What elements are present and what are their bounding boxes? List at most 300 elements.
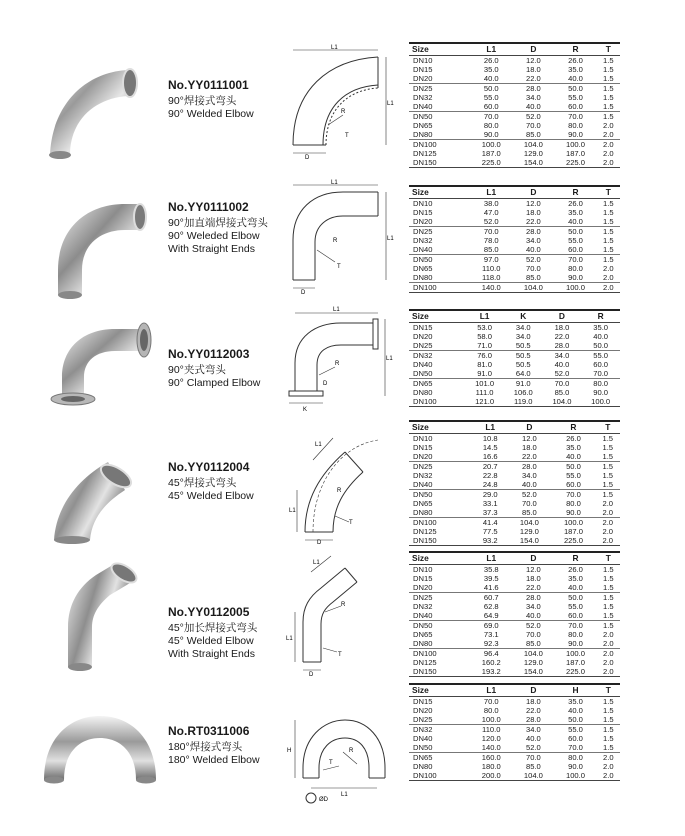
- spec-size-cell: DN50: [409, 621, 470, 631]
- spec-value-cell: 55.0: [568, 236, 583, 245]
- spec-value-cell: 160.2: [481, 658, 501, 667]
- spec-value-cell: 28.0: [507, 462, 551, 472]
- dim-label: L1: [387, 101, 394, 107]
- spec-column-header: L1: [473, 421, 507, 434]
- spec-size-cell: DN32: [413, 602, 433, 611]
- spec-value-cell: 53.0: [477, 323, 492, 332]
- spec-size-cell: DN20: [413, 74, 433, 83]
- spec-value-cell: 1.5: [602, 706, 614, 715]
- spec-value-cell: 22.0: [525, 74, 541, 83]
- spec-row: [409, 639, 620, 649]
- spec-row: [409, 236, 620, 245]
- spec-row: [409, 527, 620, 536]
- spec-value-cell: 2.0: [602, 639, 614, 648]
- spec-value-cell: 60.0: [568, 734, 583, 743]
- spec-size-cell: DN20: [413, 452, 433, 461]
- spec-column-header: D: [512, 552, 554, 565]
- spec-value-cell: 40.0: [568, 74, 583, 83]
- spec-value-cell: 96.4: [470, 649, 512, 659]
- spec-row: [409, 734, 620, 743]
- spec-value-cell: 35.0: [568, 208, 583, 217]
- spec-row: [409, 434, 620, 444]
- product-code: No.YY0112005: [168, 605, 250, 619]
- spec-value-cell: 200.0: [470, 771, 512, 781]
- spec-row: [409, 462, 620, 472]
- spec-value-cell: 18.0: [521, 443, 537, 452]
- spec-value-cell: 1.5: [602, 574, 614, 583]
- spec-value-cell: 104.0: [507, 518, 551, 528]
- spec-value-cell: 40.0: [525, 245, 541, 254]
- spec-column-header: L1: [470, 552, 512, 565]
- spec-value-cell: 1.5: [602, 583, 614, 592]
- dim-label: L1: [331, 45, 338, 51]
- spec-value-cell: 52.0: [483, 217, 499, 226]
- spec-value-cell: 60.0: [568, 245, 583, 254]
- spec-value-cell: 35.0: [483, 65, 499, 74]
- spec-row: [409, 379, 620, 389]
- spec-value-cell: 28.0: [525, 715, 541, 724]
- spec-value-cell: 55.0: [568, 93, 583, 102]
- spec-size-cell: DN65: [413, 121, 433, 130]
- spec-value-cell: 104.0: [512, 140, 554, 150]
- spec-value-cell: 70.0: [554, 255, 596, 265]
- spec-value-cell: 119.0: [504, 397, 543, 407]
- spec-value-cell: 91.0: [504, 379, 543, 389]
- spec-row: [409, 112, 620, 122]
- spec-value-cell: 1.5: [597, 255, 620, 265]
- spec-size-cell: DN40: [413, 734, 433, 743]
- spec-value-cell: 1.5: [602, 452, 614, 461]
- spec-size-cell: DN32: [409, 725, 470, 735]
- spec-value-cell: 2.0: [596, 536, 621, 546]
- spec-value-cell: 58.0: [477, 332, 492, 341]
- spec-value-cell: 100.0: [554, 771, 596, 781]
- spec-value-cell: 97.0: [470, 255, 512, 265]
- spec-row: [409, 102, 620, 112]
- spec-value-cell: 111.0: [475, 388, 494, 397]
- spec-row: [409, 388, 620, 397]
- spec-value-cell: 52.0: [512, 112, 554, 122]
- spec-value-cell: 1.5: [602, 602, 614, 611]
- spec-value-cell: 52.0: [512, 621, 554, 631]
- spec-value-cell: 2.0: [597, 140, 620, 150]
- product-section: [0, 305, 685, 415]
- spec-value-cell: 50.0: [551, 462, 595, 472]
- spec-value-cell: 90.0: [483, 130, 499, 139]
- spec-value-cell: 55.0: [554, 725, 596, 735]
- spec-size-cell: DN80: [413, 388, 433, 397]
- spec-row: [409, 753, 620, 763]
- dim-label: R: [337, 488, 342, 494]
- product-code: No.YY0111001: [168, 78, 249, 92]
- spec-value-cell: 81.0: [477, 360, 492, 369]
- product-section: [0, 180, 685, 305]
- spec-value-cell: 187.0: [565, 658, 585, 667]
- spec-value-cell: 100.0: [551, 518, 595, 528]
- spec-value-cell: 52.0: [512, 255, 554, 265]
- spec-value-cell: 35.8: [483, 565, 499, 574]
- spec-value-cell: 18.0: [525, 65, 541, 74]
- spec-row: [409, 771, 620, 781]
- spec-column-header: Size: [409, 43, 470, 56]
- elbow-45-straight-drawing: [283, 552, 393, 677]
- dim-label: L1: [341, 792, 348, 798]
- spec-row: [409, 593, 620, 603]
- spec-value-cell: 70.0: [512, 753, 554, 763]
- spec-header-row: [409, 552, 620, 565]
- spec-row: [409, 217, 620, 227]
- spec-value-cell: 1.5: [602, 734, 614, 743]
- spec-size-cell: DN20: [413, 217, 433, 226]
- dim-label: R: [335, 361, 340, 367]
- spec-value-cell: 40.0: [483, 74, 499, 83]
- spec-value-cell: 34.0: [515, 332, 531, 341]
- spec-value-cell: 1.5: [596, 462, 621, 472]
- spec-row: [409, 725, 620, 735]
- spec-value-cell: 90.0: [568, 762, 583, 771]
- spec-size-cell: DN20: [413, 706, 433, 715]
- spec-value-cell: 40.0: [568, 706, 583, 715]
- spec-value-cell: 26.0: [568, 199, 583, 208]
- spec-row: [409, 697, 620, 707]
- spec-row: [409, 227, 620, 237]
- elbow-90-clamped-drawing: [283, 305, 393, 413]
- spec-value-cell: 34.0: [525, 93, 541, 102]
- spec-value-cell: 85.0: [525, 762, 541, 771]
- spec-value-cell: 37.3: [482, 508, 498, 517]
- spec-value-cell: 50.5: [515, 360, 531, 369]
- spec-table: [409, 683, 620, 781]
- spec-value-cell: 50.5: [515, 341, 531, 350]
- spec-value-cell: 104.0: [512, 283, 554, 293]
- spec-value-cell: 1.5: [602, 245, 614, 254]
- spec-table: [409, 185, 620, 293]
- spec-row: [409, 273, 620, 283]
- dim-label: T: [338, 652, 342, 658]
- spec-row: [409, 56, 620, 66]
- spec-row: [409, 649, 620, 659]
- product-name-en: 90° Weleded Elbow: [168, 230, 260, 242]
- spec-row: [409, 199, 620, 209]
- dim-label: H: [287, 748, 292, 754]
- spec-value-cell: 90.0: [568, 639, 583, 648]
- spec-value-cell: 34.0: [521, 471, 537, 480]
- spec-value-cell: 80.0: [483, 706, 499, 715]
- spec-value-cell: 80.0: [483, 121, 499, 130]
- elbow-180-drawing: [283, 708, 393, 808]
- spec-value-cell: 225.0: [554, 158, 596, 168]
- product-name-en: 45° Welded Elbow: [168, 635, 254, 647]
- spec-value-cell: 70.0: [470, 227, 512, 237]
- spec-size-cell: DN100: [409, 283, 470, 293]
- spec-row: [409, 341, 620, 351]
- spec-size-cell: DN10: [413, 565, 433, 574]
- spec-value-cell: 187.0: [481, 149, 501, 158]
- spec-value-cell: 77.5: [482, 527, 498, 536]
- dim-label: D: [323, 381, 328, 387]
- product-code: No.YY0111002: [168, 200, 249, 214]
- spec-row: [409, 565, 620, 575]
- dim-label: T: [349, 520, 353, 526]
- spec-row: [409, 65, 620, 74]
- spec-value-cell: 2.0: [602, 630, 614, 639]
- spec-value-cell: 85.0: [483, 245, 499, 254]
- product-name-en: 90° Welded Elbow: [168, 108, 254, 120]
- spec-value-cell: 2.0: [602, 149, 614, 158]
- product-section: [0, 420, 685, 550]
- spec-value-cell: 26.0: [568, 565, 583, 574]
- spec-row: [409, 84, 620, 94]
- product-name-cn: 90°加直端焊接式弯头: [168, 217, 268, 229]
- product-name-cn: 90°夹式弯头: [168, 364, 226, 376]
- spec-value-cell: 80.0: [568, 630, 583, 639]
- spec-value-cell: 22.0: [521, 452, 537, 461]
- spec-value-cell: 28.0: [512, 593, 554, 603]
- spec-size-cell: DN40: [413, 611, 433, 620]
- spec-size-cell: DN100: [409, 140, 470, 150]
- spec-header-row: [409, 310, 620, 323]
- spec-size-cell: DN100: [409, 771, 470, 781]
- spec-size-cell: DN25: [413, 341, 433, 350]
- spec-value-cell: 35.0: [568, 65, 583, 74]
- spec-value-cell: 92.3: [483, 639, 499, 648]
- spec-row: [409, 323, 620, 333]
- spec-value-cell: 50.0: [568, 715, 583, 724]
- spec-value-cell: 2.0: [602, 527, 614, 536]
- spec-value-cell: 39.5: [483, 574, 499, 583]
- spec-row: [409, 397, 620, 407]
- product-section: [0, 550, 685, 680]
- dim-label: L1: [315, 442, 322, 448]
- spec-size-cell: DN10: [413, 434, 433, 443]
- spec-value-cell: 1.5: [602, 236, 614, 245]
- dim-label: ØD: [319, 797, 328, 803]
- spec-value-cell: 28.0: [554, 341, 570, 350]
- spec-value-cell: 1.5: [602, 208, 614, 217]
- spec-value-cell: 40.0: [566, 452, 581, 461]
- spec-row: [409, 360, 620, 369]
- spec-value-cell: 18.0: [525, 208, 541, 217]
- spec-size-cell: DN25: [413, 715, 433, 724]
- spec-row: [409, 130, 620, 140]
- spec-table: [409, 551, 620, 677]
- spec-value-cell: 225.0: [470, 158, 512, 168]
- dim-label: L1: [333, 307, 340, 313]
- spec-value-cell: 70.0: [525, 264, 541, 273]
- spec-size-cell: DN50: [413, 369, 433, 378]
- spec-row: [409, 369, 620, 379]
- spec-value-cell: 24.8: [482, 480, 498, 489]
- spec-size-cell: DN50: [409, 255, 470, 265]
- spec-value-cell: 1.5: [602, 715, 614, 724]
- spec-size-cell: DN40: [413, 480, 433, 489]
- spec-value-cell: 29.0: [473, 490, 507, 500]
- spec-value-cell: 85.0: [554, 388, 570, 397]
- spec-value-cell: 1.5: [597, 227, 620, 237]
- product-name-cn: 45°焊接式弯头: [168, 477, 237, 489]
- spec-value-cell: 121.0: [465, 397, 504, 407]
- spec-value-cell: 55.0: [568, 602, 583, 611]
- spec-value-cell: 34.0: [525, 602, 541, 611]
- spec-table: [409, 420, 620, 546]
- spec-value-cell: 104.0: [512, 771, 554, 781]
- spec-row: [409, 743, 620, 753]
- spec-value-cell: 71.0: [477, 341, 492, 350]
- spec-value-cell: 93.2: [473, 536, 507, 546]
- dim-label: L1: [387, 236, 394, 242]
- spec-header-row: [409, 421, 620, 434]
- spec-value-cell: 26.0: [568, 56, 583, 65]
- dim-label: T: [329, 760, 333, 766]
- spec-size-cell: DN25: [409, 227, 470, 237]
- spec-column-header: T: [597, 552, 620, 565]
- spec-row: [409, 762, 620, 771]
- dim-label: L1: [286, 636, 293, 642]
- spec-row: [409, 621, 620, 631]
- spec-row: [409, 611, 620, 621]
- spec-size-cell: DN65: [413, 499, 433, 508]
- spec-value-cell: 110.0: [482, 264, 501, 273]
- spec-size-cell: DN32: [413, 93, 433, 102]
- spec-value-cell: 70.0: [483, 697, 499, 706]
- spec-value-cell: 1.5: [602, 56, 614, 65]
- spec-value-cell: 2.0: [602, 130, 614, 139]
- spec-column-header: D: [507, 421, 551, 434]
- spec-size-cell: DN65: [409, 753, 470, 763]
- spec-value-cell: 70.0: [525, 630, 541, 639]
- spec-row: [409, 93, 620, 102]
- spec-value-cell: 90.0: [568, 130, 583, 139]
- spec-value-cell: 70.0: [521, 499, 537, 508]
- spec-value-cell: 60.0: [566, 480, 581, 489]
- spec-value-cell: 104.0: [512, 649, 554, 659]
- spec-size-cell: DN15: [413, 65, 433, 74]
- spec-size-cell: DN32: [413, 471, 433, 480]
- spec-value-cell: 1.5: [597, 84, 620, 94]
- spec-value-cell: 60.0: [483, 102, 499, 111]
- spec-row: [409, 264, 620, 273]
- spec-value-cell: 62.8: [483, 602, 499, 611]
- spec-header-row: [409, 186, 620, 199]
- spec-value-cell: 91.0: [477, 369, 492, 378]
- spec-row: [409, 536, 620, 546]
- spec-value-cell: 76.0: [465, 351, 504, 361]
- spec-row: [409, 667, 620, 677]
- spec-value-cell: 90.0: [593, 388, 609, 397]
- spec-value-cell: 104.0: [543, 397, 582, 407]
- spec-row: [409, 499, 620, 508]
- elbow-90-photo: [40, 60, 160, 160]
- spec-size-cell: DN10: [413, 199, 433, 208]
- spec-value-cell: 85.0: [525, 273, 541, 282]
- spec-value-cell: 2.0: [602, 508, 614, 517]
- spec-value-cell: 64.9: [483, 611, 499, 620]
- spec-row: [409, 140, 620, 150]
- elbow-45-photo: [40, 448, 160, 548]
- product-name-cn: 45°加长焊接式弯头: [168, 622, 258, 634]
- spec-size-cell: DN100: [409, 518, 473, 528]
- spec-row: [409, 452, 620, 462]
- spec-value-cell: 80.0: [581, 379, 620, 389]
- spec-row: [409, 490, 620, 500]
- spec-value-cell: 60.0: [593, 360, 609, 369]
- spec-column-header: L1: [465, 310, 504, 323]
- product-name-en: 45° Welded Elbow: [168, 490, 254, 502]
- spec-row: [409, 208, 620, 217]
- spec-value-cell: 28.0: [512, 84, 554, 94]
- spec-column-header: D: [512, 186, 554, 199]
- spec-value-cell: 100.0: [554, 140, 596, 150]
- spec-size-cell: DN125: [413, 527, 437, 536]
- spec-size-cell: DN80: [413, 639, 433, 648]
- spec-row: [409, 245, 620, 255]
- spec-value-cell: 193.2: [470, 667, 512, 677]
- spec-size-cell: DN100: [409, 397, 465, 407]
- spec-value-cell: 70.0: [470, 112, 512, 122]
- spec-column-header: R: [554, 186, 596, 199]
- spec-value-cell: 18.0: [525, 574, 541, 583]
- spec-value-cell: 129.0: [523, 149, 543, 158]
- spec-value-cell: 12.0: [525, 565, 541, 574]
- spec-value-cell: 2.0: [602, 264, 614, 273]
- spec-value-cell: 55.0: [566, 471, 581, 480]
- spec-value-cell: 60.0: [568, 611, 583, 620]
- product-name-en: With Straight Ends: [168, 648, 255, 660]
- spec-size-cell: DN125: [413, 658, 437, 667]
- spec-value-cell: 1.5: [596, 490, 621, 500]
- spec-value-cell: 140.0: [470, 283, 512, 293]
- spec-value-cell: 120.0: [481, 734, 501, 743]
- spec-row: [409, 471, 620, 480]
- spec-size-cell: DN40: [413, 102, 433, 111]
- spec-value-cell: 118.0: [482, 273, 501, 282]
- spec-value-cell: 2.0: [602, 273, 614, 282]
- spec-value-cell: 52.0: [507, 490, 551, 500]
- spec-value-cell: 2.0: [602, 499, 614, 508]
- spec-size-cell: DN25: [409, 84, 470, 94]
- spec-value-cell: 22.0: [525, 706, 541, 715]
- dim-label: L1: [386, 356, 393, 362]
- spec-size-cell: DN20: [413, 332, 433, 341]
- spec-column-header: Size: [409, 186, 470, 199]
- spec-value-cell: 69.0: [470, 621, 512, 631]
- spec-column-header: T: [597, 684, 620, 697]
- spec-value-cell: 1.5: [602, 565, 614, 574]
- spec-size-cell: DN25: [409, 462, 473, 472]
- spec-value-cell: 1.5: [602, 443, 614, 452]
- spec-value-cell: 129.0: [523, 658, 543, 667]
- spec-value-cell: 1.5: [597, 621, 620, 631]
- spec-value-cell: 1.5: [602, 480, 614, 489]
- spec-value-cell: 80.0: [568, 121, 583, 130]
- spec-value-cell: 50.0: [554, 84, 596, 94]
- spec-size-cell: DN20: [413, 583, 433, 592]
- spec-size-cell: DN50: [413, 743, 433, 752]
- spec-value-cell: 47.0: [483, 208, 499, 217]
- dim-label: D: [305, 155, 310, 161]
- spec-size-cell: DN100: [409, 649, 470, 659]
- spec-size-cell: DN80: [413, 130, 433, 139]
- spec-value-cell: 60.7: [470, 593, 512, 603]
- dim-label: R: [333, 238, 338, 244]
- spec-row: [409, 602, 620, 611]
- product-code: No.RT0311006: [168, 724, 250, 738]
- dim-label: K: [303, 407, 308, 413]
- spec-value-cell: 2.0: [597, 283, 620, 293]
- spec-header-row: [409, 684, 620, 697]
- spec-row: [409, 630, 620, 639]
- spec-value-cell: 26.0: [483, 56, 499, 65]
